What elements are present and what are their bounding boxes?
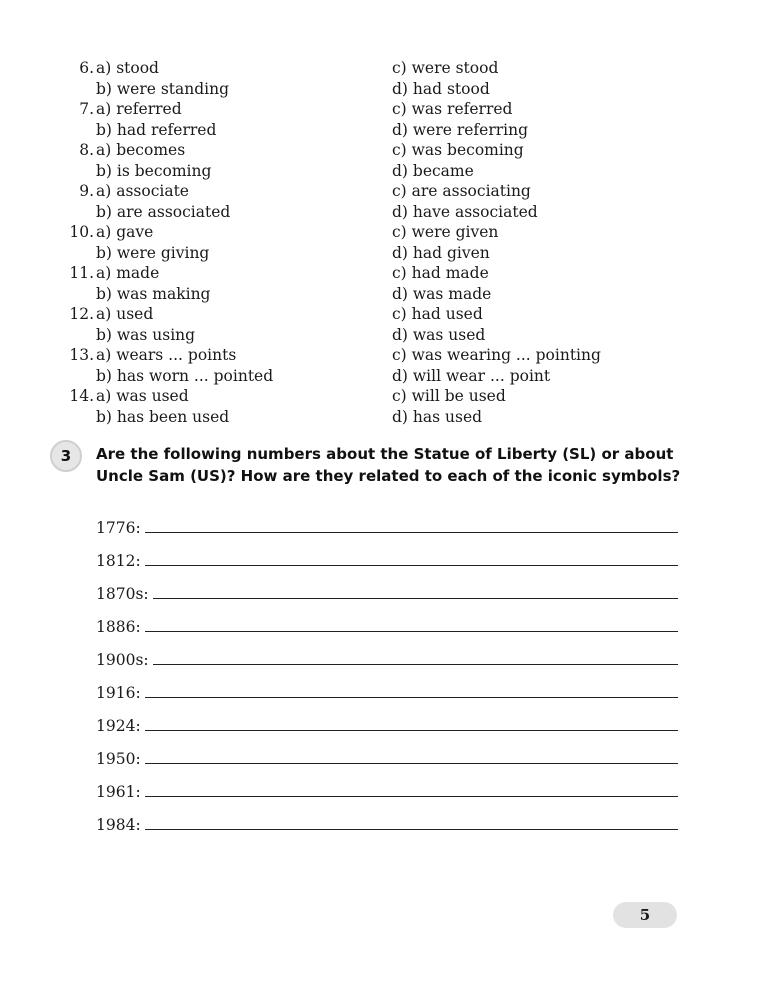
question-number: 10. xyxy=(69,223,94,241)
question-number: 8. xyxy=(79,141,94,159)
question-row xyxy=(0,99,768,140)
option-c: c) were stood xyxy=(392,59,499,77)
option-a: a) gave xyxy=(96,223,154,241)
answer-row xyxy=(96,572,678,605)
option-d: d) have associated xyxy=(392,202,538,221)
option-b: b) is becoming xyxy=(96,161,212,180)
option-b: b) were standing xyxy=(96,79,230,98)
answer-label: 1916: xyxy=(96,684,141,702)
option-c: c) are associating xyxy=(392,182,531,200)
option-c: c) had made xyxy=(392,264,489,282)
answer-row xyxy=(96,704,678,737)
answer-row xyxy=(96,803,678,836)
option-d: d) had given xyxy=(392,243,490,262)
option-b: b) were giving xyxy=(96,243,210,262)
answer-list xyxy=(96,506,678,836)
option-b: b) are associated xyxy=(96,202,231,221)
answer-blank-line[interactable] xyxy=(145,565,678,566)
option-b: b) was using xyxy=(96,325,196,344)
multiple-choice-list xyxy=(0,58,768,427)
answer-label: 1812: xyxy=(96,552,141,570)
question-number: 13. xyxy=(69,346,94,364)
question-row xyxy=(0,345,768,386)
option-b: b) has worn ... pointed xyxy=(96,366,274,385)
question-number: 6. xyxy=(79,59,94,77)
answer-label: 1870s: xyxy=(96,585,149,603)
option-b: b) has been used xyxy=(96,407,230,426)
answer-row xyxy=(96,770,678,803)
answer-blank-line[interactable] xyxy=(145,796,678,797)
question-row xyxy=(0,304,768,345)
question-row xyxy=(0,181,768,222)
answer-label: 1961: xyxy=(96,783,141,801)
answer-row xyxy=(96,638,678,671)
answer-label: 1984: xyxy=(96,816,141,834)
exercise-number-badge: 3 xyxy=(50,440,82,472)
option-c: c) was referred xyxy=(392,100,513,118)
question-row xyxy=(0,140,768,181)
option-d: d) will wear ... point xyxy=(392,366,551,385)
answer-blank-line[interactable] xyxy=(145,697,678,698)
question-number: 11. xyxy=(69,264,94,282)
option-d: d) were referring xyxy=(392,120,529,139)
answer-row xyxy=(96,539,678,572)
option-a: a) becomes xyxy=(96,141,186,159)
question-number: 14. xyxy=(69,387,94,405)
page-number: 5 xyxy=(613,902,677,928)
option-c: c) had used xyxy=(392,305,483,323)
option-a: a) referred xyxy=(96,100,182,118)
answer-blank-line[interactable] xyxy=(145,763,678,764)
answer-row xyxy=(96,506,678,539)
answer-label: 1950: xyxy=(96,750,141,768)
option-c: c) were given xyxy=(392,223,499,241)
answer-blank-line[interactable] xyxy=(145,631,678,632)
option-c: c) was wearing ... pointing xyxy=(392,346,601,364)
option-c: c) was becoming xyxy=(392,141,524,159)
question-number: 9. xyxy=(79,182,94,200)
option-d: d) had stood xyxy=(392,79,490,98)
question-row xyxy=(0,386,768,427)
answer-blank-line[interactable] xyxy=(153,598,678,599)
option-a: a) wears ... points xyxy=(96,346,237,364)
answer-blank-line[interactable] xyxy=(145,532,678,533)
option-d: d) was used xyxy=(392,325,486,344)
option-a: a) stood xyxy=(96,59,159,77)
answer-row xyxy=(96,671,678,704)
question-number: 12. xyxy=(69,305,94,323)
answer-blank-line[interactable] xyxy=(145,829,678,830)
option-d: d) was made xyxy=(392,284,492,303)
answer-label: 1900s: xyxy=(96,651,149,669)
option-a: a) associate xyxy=(96,182,189,200)
option-a: a) used xyxy=(96,305,154,323)
option-b: b) was making xyxy=(96,284,211,303)
answer-blank-line[interactable] xyxy=(153,664,678,665)
option-a: a) was used xyxy=(96,387,189,405)
option-a: a) made xyxy=(96,264,160,282)
answer-label: 1886: xyxy=(96,618,141,636)
option-d: d) became xyxy=(392,161,474,180)
option-d: d) has used xyxy=(392,407,483,426)
question-number: 7. xyxy=(79,100,94,118)
option-b: b) had referred xyxy=(96,120,217,139)
question-row xyxy=(0,263,768,304)
option-c: c) will be used xyxy=(392,387,506,405)
exercise-instruction: Are the following numbers about the Statue of Liberty (SL) or about Uncle Sam (US)? How are they related to each of the iconic symbols? xyxy=(96,445,681,485)
answer-blank-line[interactable] xyxy=(145,730,678,731)
question-row xyxy=(0,58,768,99)
answer-row xyxy=(96,605,678,638)
answer-label: 1776: xyxy=(96,519,141,537)
answer-label: 1924: xyxy=(96,717,141,735)
question-row xyxy=(0,222,768,263)
answer-row xyxy=(96,737,678,770)
